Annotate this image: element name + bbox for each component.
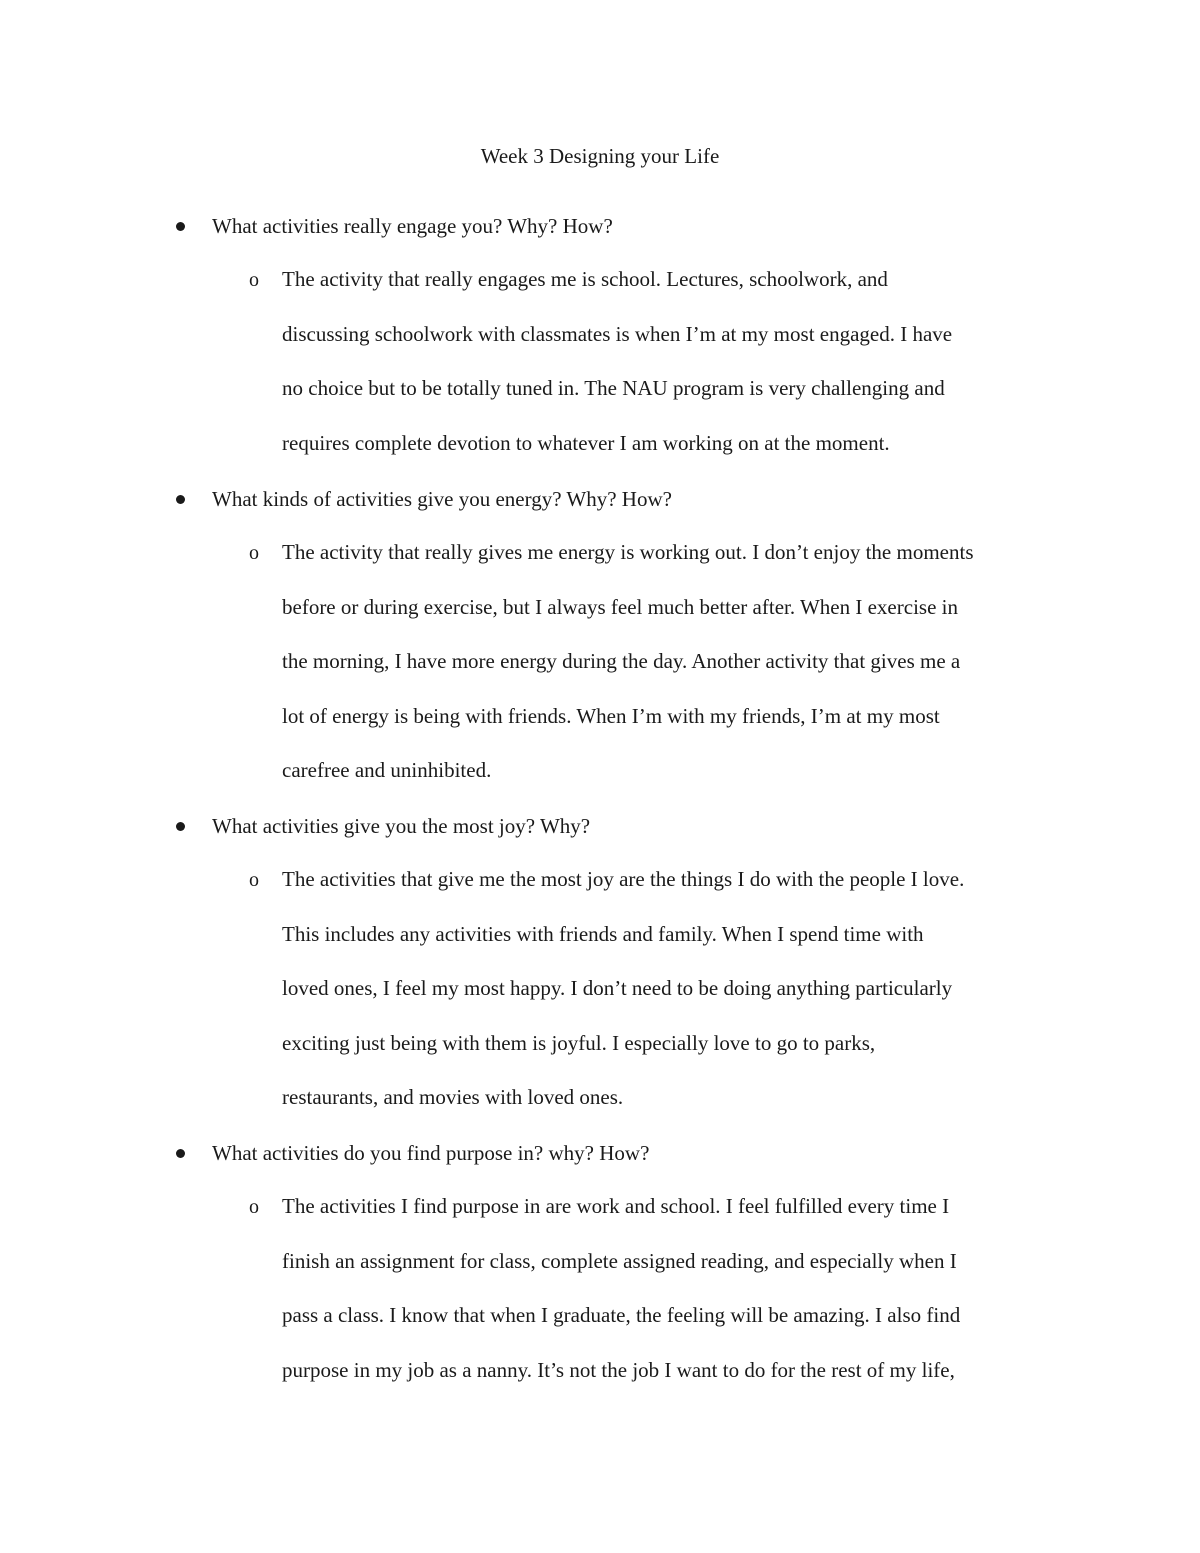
answer-line: discussing schoolwork with classmates is when I’m at my most engaged. I have [282, 321, 953, 346]
sub-bullet-marker: o [249, 869, 259, 891]
answer-line: loved ones, I feel my most happy. I don’t need to be doing anything particularly [282, 976, 953, 1001]
answer-line: restaurants, and movies with loved ones. [282, 1085, 624, 1110]
answer-3 [282, 852, 1072, 1125]
sub-bullet-marker: o [249, 542, 259, 564]
question-1: What activities really engage you? Why? How? [212, 214, 613, 238]
answer-line: the morning, I have more energy during the day. Another activity that gives me a [282, 649, 961, 674]
answer-line: This includes any activities with friends and family. When I spend time with [282, 921, 924, 946]
bullet-icon [176, 822, 185, 831]
answer-line: exciting just being with them is joyful. I especially love to go to parks, [282, 1030, 876, 1055]
question-4: What activities do you find purpose in? why? How? [212, 1141, 650, 1165]
bullet-icon [176, 222, 185, 231]
answer-line: The activity that really engages me is school. Lectures, schoolwork, and [282, 267, 888, 291]
answer-line: The activities I find purpose in are work and school. I feel fulfilled every time I [282, 1194, 950, 1218]
sub-bullet-marker: o [249, 269, 259, 291]
answer-line: before or during exercise, but I always feel much better after. When I exercise in [282, 594, 958, 619]
answer-line: lot of energy is being with friends. When I’m with my friends, I’m at my most [282, 703, 940, 728]
answer-4 [282, 1179, 1072, 1397]
answer-line: purpose in my job as a nanny. It’s not the job I want to do for the rest of my life, [282, 1357, 955, 1382]
document-title: Week 3 Designing your Life [480, 144, 720, 168]
answer-line: requires complete devotion to whatever I am working on at the moment. [282, 430, 890, 455]
answer-line: The activity that really gives me energy is working out. I don’t enjoy the moments [282, 540, 974, 564]
sub-bullet-marker: o [249, 1196, 259, 1218]
answer-line: no choice but to be totally tuned in. The NAU program is very challenging and [282, 376, 945, 401]
question-3: What activities give you the most joy? Why? [212, 814, 591, 838]
question-2: What kinds of activities give you energy? Why? How? [212, 487, 672, 511]
answer-1 [282, 252, 1072, 470]
answer-line: pass a class. I know that when I graduate, the feeling will be amazing. I also find [282, 1303, 961, 1328]
bullet-icon [176, 495, 185, 504]
answer-line: The activities that give me the most joy are the things I do with the people I love. [282, 867, 965, 891]
answer-line: carefree and uninhibited. [282, 758, 492, 783]
answer-line: finish an assignment for class, complete assigned reading, and especially when I [282, 1248, 957, 1273]
bullet-icon [176, 1149, 185, 1158]
answer-2 [282, 525, 1072, 798]
